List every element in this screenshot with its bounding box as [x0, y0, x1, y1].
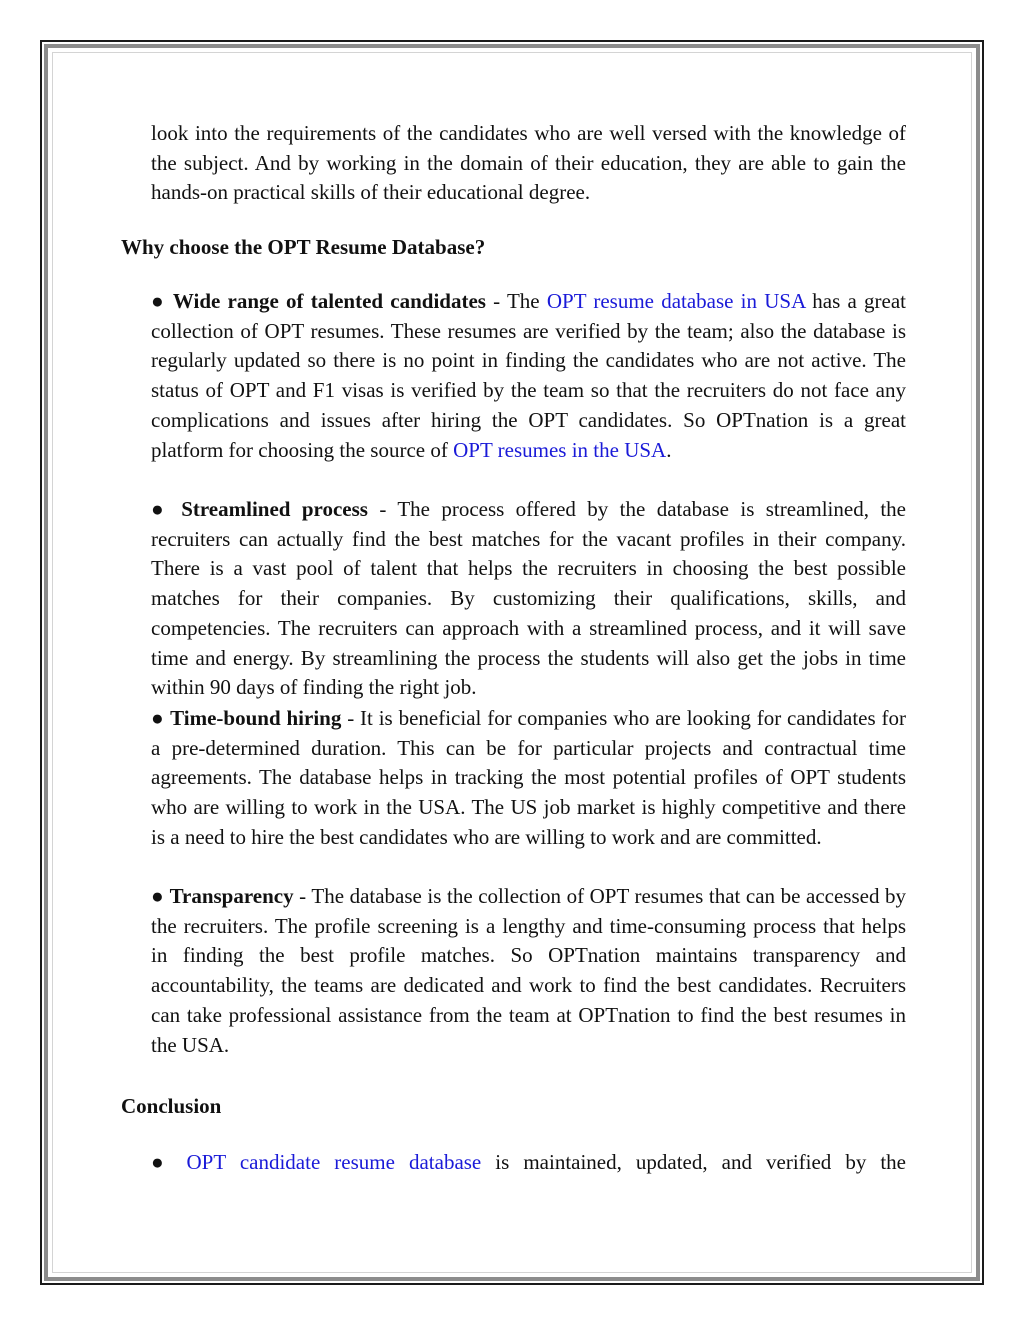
- bullet-text: is maintained, updated, and verified by the: [481, 1150, 907, 1174]
- bullet-text: .: [666, 437, 672, 462]
- bullet-separator: -: [367, 497, 398, 521]
- bullet-text: It is beneficial for companies who are looking for candidates for a pre-determined duration. This can be for particular projects and contractual time agreements. The database helps in tracking the most potential profiles of OPT students who are willing to work in the USA. The US job market is highly competitive and there is a need to hire the best candidates who are willing to work and are committed.: [151, 706, 907, 849]
- bullet-marker: ●: [151, 1150, 173, 1174]
- bullet-marker: ●: [151, 884, 164, 908]
- bullet-text: The database is the collection of OPT resumes that can be accessed by the recruiters. The profile screening is a lengthy and time-consuming process that helps in finding the best profile matches. So OPTnation maintains transparency and accountability, the teams are dedicated and work to find the best candidates. Recruiters can take professional assistance from the team at OPTnation to find the best resumes in the USA.: [151, 884, 907, 1057]
- bullet-title: Time-bound hiring: [170, 706, 342, 730]
- bullet-text: has a great collection of OPT resumes. These resumes are verified by the team; also the database is regularly updated so there is no point in finding the candidates who are not active. The status of OPT and F1 visas is verified by the team so that the recruiters do not face any complications and issues after hiring the OPT candidates. So OPTnation is a great platform for choosing the source of: [151, 289, 906, 462]
- bullet-conclusion: [151, 1148, 906, 1178]
- bullet-separator: -: [341, 706, 361, 730]
- section-heading-conclusion: Conclusion: [121, 1094, 222, 1118]
- bullet-streamlined-process: [151, 495, 906, 703]
- bullet-marker: ●: [151, 289, 166, 313]
- bullet-wide-range: [151, 287, 906, 465]
- link-opt-resumes-usa[interactable]: OPT resumes in the USA: [453, 437, 667, 462]
- link-opt-candidate-resume-database[interactable]: OPT candidate resume database: [186, 1150, 482, 1174]
- bullet-transparency: [151, 882, 906, 1060]
- intro-text: look into the requirements of the candidates who are well versed with the knowledge of the subject. And by working in the domain of their education, they are able to gain the hands-on practical skills of their educational degree.: [151, 121, 906, 205]
- bullet-marker: ●: [151, 497, 170, 521]
- bullet-title: Transparency: [169, 884, 294, 908]
- intro-paragraph: [151, 119, 906, 208]
- bullet-title: Streamlined process: [181, 497, 368, 521]
- bullet-time-bound-hiring: [151, 704, 906, 853]
- bullet-separator: -: [485, 289, 507, 313]
- bullet-text: The: [506, 289, 547, 313]
- bullet-title: Wide range of talented candidates: [172, 289, 486, 313]
- link-opt-resume-database-usa[interactable]: OPT resume database in USA: [546, 289, 806, 313]
- bullet-separator: -: [293, 884, 312, 908]
- bullet-text: The process offered by the database is streamlined, the recruiters can actually find the best matches for the vacant profiles in their company. There is a vast pool of talent that helps the recruiters in choosing the best possible matches for their companies. By customizing their qualifications, skills, and competencies. The recruiters can approach with a streamlined process, and it will save time and energy. By streamlining the process the students will also get the jobs in time within 90 days of finding the right job.: [151, 497, 906, 700]
- bullet-marker: ●: [151, 706, 165, 730]
- section-heading-why-choose: Why choose the OPT Resume Database?: [121, 235, 486, 259]
